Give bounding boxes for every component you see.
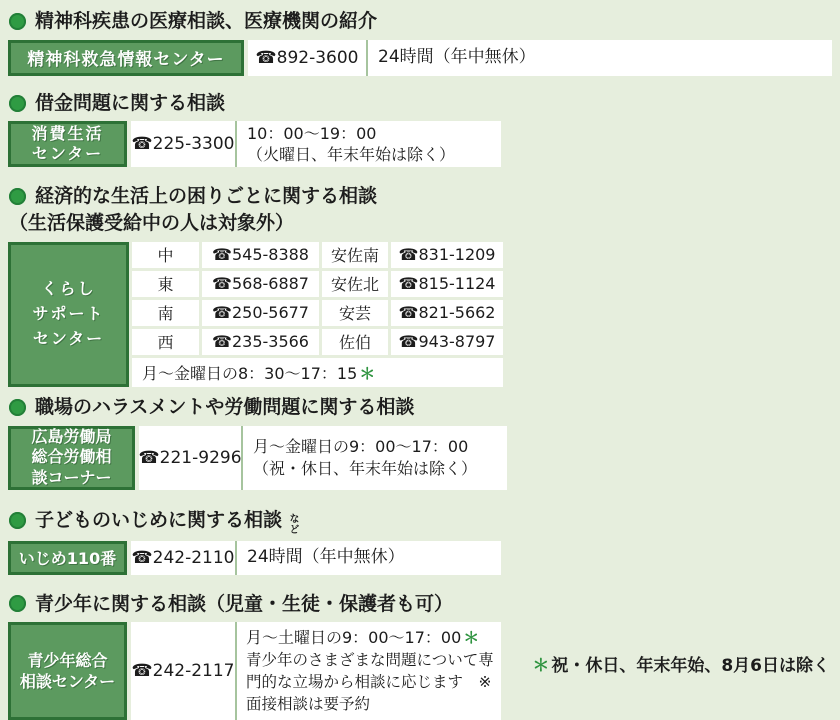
phone-icon: ☎: [399, 274, 419, 293]
section-heading: [9, 184, 832, 209]
org-name-line: 談コーナー: [31, 468, 111, 488]
org-name: いじめ110番: [19, 546, 116, 569]
section-debt: [8, 91, 832, 168]
heading-text: 子どものいじめに関する相談: [35, 508, 282, 533]
section-heading: [9, 395, 832, 420]
ward-name: 中: [132, 242, 199, 268]
bullet-icon: [9, 95, 26, 112]
bullet-icon: [9, 595, 26, 612]
section-heading: [9, 9, 832, 34]
contact-row: [131, 121, 501, 167]
heading-text: 経済的な生活上の困りごとに関する相談: [35, 184, 377, 209]
note-mark-icon: ＊: [532, 656, 549, 676]
org-name-line: 相談センター: [20, 671, 115, 693]
section-bullying: [8, 507, 832, 575]
org-name-line: センター: [33, 327, 104, 352]
contact-row: [131, 622, 501, 720]
phone-number: ☎ 892-3600: [248, 48, 366, 68]
phone-number: ☎ 242-2110: [131, 548, 235, 568]
section-heading: [9, 91, 832, 116]
hours-line: 月～土曜日の9：00～17：00 ＊: [246, 627, 495, 649]
hours-line: 10：00～19：00: [247, 123, 491, 145]
contact-table-labor: [8, 426, 832, 490]
phone-number: ☎ 545-8388: [202, 242, 319, 268]
contact-table-debt: [8, 121, 832, 167]
phone-number: ☎ 821-5662: [391, 300, 503, 326]
hours-line: （祝・休日、年末年始は除く）: [253, 458, 497, 480]
ward-name: 安芸: [322, 300, 388, 326]
hours: 月～金曜日の8：30～17：15 ＊: [132, 358, 503, 387]
ward-name: 南: [132, 300, 199, 326]
section-livelihood: [8, 184, 832, 386]
phone-number: ☎ 831-1209: [391, 242, 503, 268]
org-name-line: サポート: [32, 302, 104, 327]
ward-name: 佐伯: [322, 329, 388, 355]
ward-name: 西: [132, 329, 199, 355]
section-labor: [8, 395, 832, 490]
phone-icon: ☎: [138, 448, 159, 468]
org-name-line: 総合労働相: [31, 447, 111, 467]
org-label-bullying: [8, 541, 127, 575]
bullet-icon: [9, 13, 26, 30]
section-heading: [9, 592, 832, 617]
bullet-icon: [9, 399, 26, 416]
contact-row: [248, 40, 832, 76]
bullet-icon: [9, 512, 26, 529]
bullet-icon: [9, 188, 26, 205]
heading-note: （生活保護受給中の人は対象外）: [9, 212, 832, 236]
org-label-psychiatric: [8, 40, 244, 76]
footnote-text: 祝・休日、年末年始、8月6日は除く: [551, 656, 830, 676]
hours: [241, 426, 507, 490]
hours: 24時間（年中無休）: [366, 40, 832, 76]
org-name-line: 広島労働局: [31, 427, 111, 447]
contact-row: [139, 426, 507, 490]
phone-number: ☎ 815-1124: [391, 271, 503, 297]
hours: 24時間（年中無休）: [235, 541, 501, 575]
heading-text: 精神科疾患の医療相談、医療機関の紹介: [35, 9, 377, 34]
phone-icon: ☎: [399, 303, 419, 322]
section-heading: [9, 507, 832, 535]
org-label-debt: [8, 121, 127, 167]
ward-name: 安佐北: [322, 271, 388, 297]
phone-icon: ☎: [212, 303, 232, 322]
phone-number: ☎ 943-8797: [391, 329, 503, 355]
section-psychiatric: [8, 9, 832, 76]
phone-icon: ☎: [212, 245, 232, 264]
org-name-line: センター: [32, 144, 103, 165]
phone-number: ☎ 568-6887: [202, 271, 319, 297]
org-label-livelihood: [8, 242, 129, 387]
org-name-line: 消費生活: [31, 124, 103, 145]
contact-row: [131, 541, 501, 575]
phone-icon: ☎: [131, 134, 152, 154]
hours-line: 月～金曜日の9：00～17：00: [253, 436, 497, 458]
contact-table-bullying: [8, 541, 832, 575]
phone-number: ☎ 242-2117: [131, 661, 235, 681]
phone-number: ☎ 225-3300: [131, 134, 235, 154]
org-name-line: くらし: [41, 277, 95, 302]
phone-number: ☎ 235-3566: [202, 329, 319, 355]
heading-text: 職場のハラスメントや労働問題に関する相談: [35, 395, 414, 420]
phone-icon: ☎: [212, 332, 232, 351]
heading-small-suffix: など: [287, 513, 297, 535]
hours: [235, 121, 501, 167]
phone-icon: ☎: [399, 245, 419, 264]
phone-number: ☎ 250-5677: [202, 300, 319, 326]
org-name-line: 青少年総合: [27, 650, 107, 672]
hours-line: （火曜日、年末年始は除く）: [247, 144, 491, 166]
service-description: 青少年のさまざまな問題について専門的な立場から相談に応じます ※面接相談は要予約: [246, 649, 494, 715]
phone-icon: ☎: [255, 48, 276, 68]
note-mark-icon: ＊: [463, 628, 479, 647]
ward-name: 東: [132, 271, 199, 297]
note-mark-icon: ＊: [359, 361, 375, 384]
contact-table-livelihood: [8, 242, 832, 387]
hours: [235, 622, 501, 720]
phone-icon: ☎: [212, 274, 232, 293]
org-label-labor: [8, 426, 135, 490]
page-footnote: [532, 651, 830, 676]
contact-table-psychiatric: [8, 40, 832, 76]
heading-text: 青少年に関する相談（児童・生徒・保護者も可）: [35, 592, 453, 617]
phone-icon: ☎: [399, 332, 419, 351]
phone-icon: ☎: [131, 548, 152, 568]
heading-text: 借金問題に関する相談: [35, 91, 225, 116]
ward-name: 安佐南: [322, 242, 388, 268]
org-label-youth: [8, 622, 127, 720]
org-name: 精神科救急情報センター: [27, 45, 224, 70]
phone-number: ☎ 221-9296: [139, 448, 241, 468]
phone-icon: ☎: [131, 661, 152, 681]
